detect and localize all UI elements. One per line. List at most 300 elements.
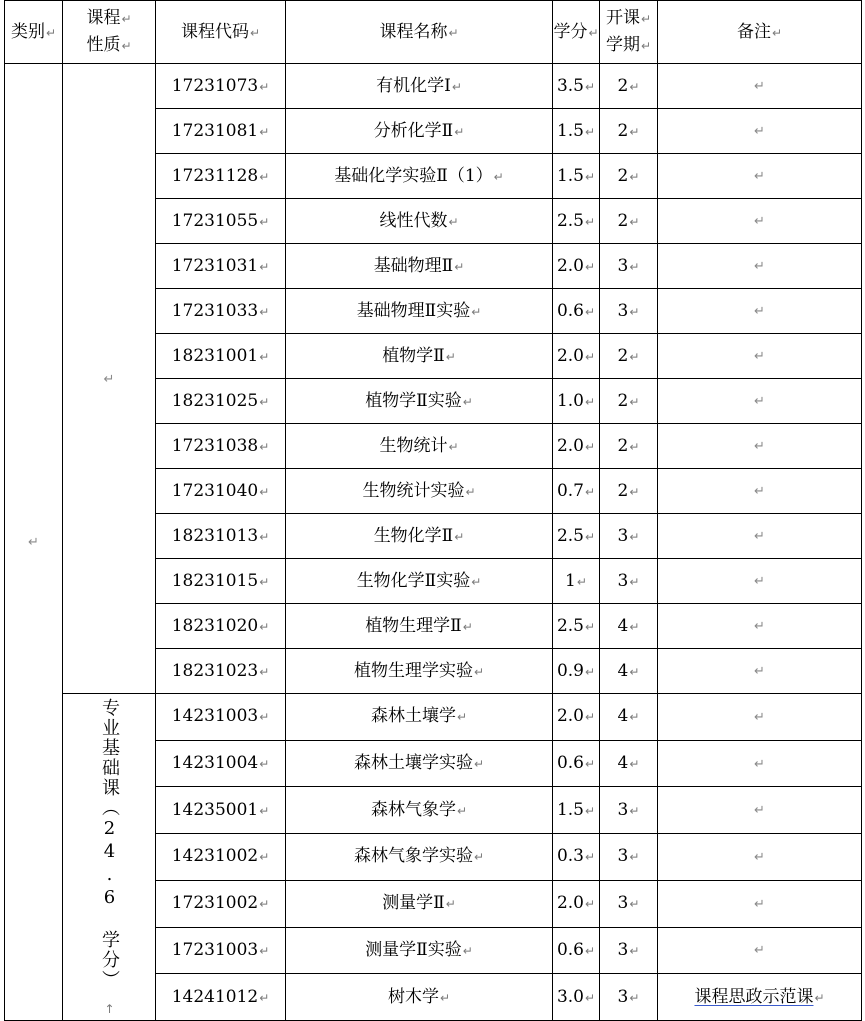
course-code-cell — [156, 927, 286, 974]
semester-cell — [600, 514, 658, 559]
course-name-cell — [286, 289, 553, 334]
course-name-cell — [286, 927, 553, 974]
course-code-cell-text: 17231055 — [171, 210, 259, 231]
course-code-cell-text: 18231020 — [171, 615, 259, 636]
remark-cell — [658, 289, 862, 334]
remark-cell — [658, 514, 862, 559]
credits-cell-text: 2.0 — [556, 255, 584, 276]
course-code-cell — [156, 649, 286, 694]
course-name-cell-text: 分析化学Ⅱ — [373, 120, 454, 141]
course-code-cell — [156, 424, 286, 469]
paragraph-mark: ↵ — [439, 990, 451, 1005]
paragraph-mark: ↵ — [259, 304, 270, 319]
remark-cell — [658, 787, 862, 834]
paragraph-mark: ↵ — [629, 124, 640, 139]
paragraph-mark: ↵ — [259, 259, 270, 274]
paragraph-mark: ↵ — [754, 439, 765, 454]
paragraph-mark: ↵ — [121, 39, 132, 53]
remark-cell — [658, 379, 862, 424]
header-course-nature-line2: 性质 — [86, 35, 121, 55]
course-code-cell — [156, 559, 286, 604]
paragraph-mark: ↵ — [754, 664, 765, 679]
course-name-cell — [286, 334, 553, 379]
paragraph-mark: ↵ — [121, 12, 132, 26]
credits-cell — [553, 64, 600, 109]
course-code-cell — [156, 469, 286, 514]
credits-cell-text: 1.5 — [556, 120, 584, 141]
paragraph-mark: ↵ — [259, 664, 270, 679]
course-name-cell-text: 线性代数 — [379, 210, 448, 231]
course-code-cell-text: 18231015 — [171, 570, 259, 591]
credits-cell-text: 3.5 — [556, 75, 584, 96]
paragraph-mark: ↵ — [445, 897, 456, 912]
credits-cell — [553, 154, 600, 199]
course-name-cell — [286, 379, 553, 424]
course-name-cell — [286, 244, 553, 289]
semester-cell-text: 3 — [617, 525, 629, 546]
paragraph-mark: ↵ — [629, 943, 640, 958]
course-code-cell — [156, 334, 286, 379]
credits-cell — [553, 787, 600, 834]
paragraph-mark: ↑ — [104, 1002, 115, 1016]
paragraph-mark: ↵ — [754, 304, 765, 319]
course-name-cell-text: 测量学Ⅱ — [382, 893, 445, 914]
semester-cell-text: 3 — [617, 799, 629, 820]
course-name-cell — [286, 694, 553, 741]
header-course-nature-line1: 课程 — [86, 8, 121, 28]
remark-cell — [658, 424, 862, 469]
course-name-cell-text: 植物生理学实验 — [353, 660, 473, 681]
credits-cell — [553, 379, 600, 424]
semester-cell — [600, 880, 658, 927]
paragraph-mark: ↵ — [754, 484, 765, 499]
paragraph-mark: ↵ — [45, 25, 57, 40]
semester-cell-text: 3 — [617, 255, 629, 276]
course-code-cell-text: 18231023 — [171, 660, 259, 681]
course-name-cell — [286, 109, 553, 154]
credits-cell — [553, 927, 600, 974]
semester-cell — [600, 289, 658, 334]
paragraph-mark: ↵ — [259, 79, 270, 94]
paragraph-mark: ↵ — [584, 79, 596, 94]
remark-cell — [658, 469, 862, 514]
paragraph-mark: ↵ — [259, 484, 270, 499]
remark-cell — [658, 559, 862, 604]
credits-cell-text: 2.5 — [556, 615, 584, 636]
paragraph-mark: ↵ — [584, 664, 596, 679]
credits-cell-text: 2.0 — [556, 706, 584, 727]
course-name-cell — [286, 469, 553, 514]
paragraph-mark: ↵ — [629, 574, 640, 589]
paragraph-mark: ↵ — [584, 304, 596, 319]
paragraph-mark: ↵ — [584, 619, 596, 634]
paragraph-mark: ↵ — [259, 803, 270, 818]
semester-cell — [600, 379, 658, 424]
paragraph-mark: ↵ — [629, 259, 640, 274]
paragraph-mark: ↵ — [584, 710, 596, 725]
credits-cell-text: 2.0 — [556, 345, 584, 366]
semester-cell-text: 2 — [617, 390, 629, 411]
paragraph-mark: ↵ — [259, 757, 270, 772]
credits-cell-text: 0.6 — [556, 300, 584, 321]
paragraph-mark: ↵ — [584, 259, 596, 274]
paragraph-mark: ↵ — [473, 664, 485, 679]
paragraph-mark: ↵ — [584, 439, 596, 454]
paragraph-mark: ↵ — [584, 990, 596, 1005]
course-code-cell-text: 17231073 — [171, 75, 259, 96]
semester-cell-text: 2 — [617, 435, 629, 456]
table-header — [5, 1, 862, 64]
paragraph-mark: ↵ — [629, 304, 640, 319]
semester-cell — [600, 834, 658, 881]
paragraph-mark: ↵ — [629, 439, 640, 454]
paragraph-mark: ↵ — [629, 664, 640, 679]
paragraph-mark: ↵ — [249, 25, 261, 40]
course-code-cell-text: 17231031 — [171, 255, 259, 276]
paragraph-mark: ↵ — [588, 25, 599, 40]
course-name-cell — [286, 604, 553, 649]
semester-cell-text: 3 — [617, 300, 629, 321]
course-code-cell-text: 14231002 — [171, 846, 259, 867]
course-name-cell-text: 基础化学实验Ⅱ（1） — [334, 165, 493, 186]
paragraph-mark: ↵ — [629, 990, 640, 1005]
semester-cell — [600, 64, 658, 109]
course-name-cell-text: 森林气象学 — [370, 799, 456, 820]
course-name-cell — [286, 649, 553, 694]
course-name-cell-text: 有机化学Ⅰ — [376, 75, 451, 96]
paragraph-mark: ↵ — [629, 619, 640, 634]
credits-cell-text: 0.6 — [556, 753, 584, 774]
course-name-cell — [286, 199, 553, 244]
table-row — [5, 694, 862, 741]
semester-cell-text: 4 — [617, 753, 629, 774]
remark-cell — [658, 334, 862, 379]
paragraph-mark: ↵ — [259, 897, 270, 912]
credits-cell — [553, 649, 600, 694]
paragraph-mark: ↵ — [754, 619, 765, 634]
course-code-cell-text: 17231003 — [171, 939, 259, 960]
course-nature-cell — [63, 64, 156, 694]
credits-cell — [553, 974, 600, 1021]
semester-cell — [600, 154, 658, 199]
semester-cell-text: 2 — [617, 165, 629, 186]
course-name-cell-text: 植物学Ⅱ实验 — [365, 390, 462, 411]
paragraph-mark: ↵ — [259, 124, 270, 139]
paragraph-mark: ↵ — [259, 214, 270, 229]
semester-cell — [600, 109, 658, 154]
course-code-cell-text: 18231013 — [171, 525, 259, 546]
paragraph-mark: ↵ — [754, 896, 765, 912]
semester-cell-text: 4 — [617, 660, 629, 681]
paragraph-mark: ↵ — [584, 484, 596, 499]
semester-cell-text: 2 — [617, 480, 629, 501]
paragraph-mark: ↵ — [584, 757, 596, 772]
credits-cell — [553, 559, 600, 604]
paragraph-mark: ↵ — [259, 710, 270, 725]
course-name-cell-text: 生物化学Ⅱ — [373, 525, 454, 546]
paragraph-mark: ↵ — [473, 757, 485, 772]
semester-cell-text: 4 — [617, 706, 629, 727]
paragraph-mark: ↵ — [629, 897, 640, 912]
course-table — [4, 0, 862, 1021]
remark-cell — [658, 880, 862, 927]
course-name-cell — [286, 559, 553, 604]
credits-cell-text: 0.7 — [556, 480, 584, 501]
paragraph-mark: ↵ — [754, 756, 765, 772]
course-code-cell — [156, 514, 286, 559]
paragraph-mark: ↵ — [629, 484, 640, 499]
semester-cell-text: 2 — [617, 345, 629, 366]
paragraph-mark: ↵ — [259, 529, 270, 544]
paragraph-mark: ↵ — [754, 349, 765, 364]
paragraph-mark: ↵ — [754, 124, 765, 139]
paragraph-mark: ↵ — [629, 529, 640, 544]
course-code-cell — [156, 787, 286, 834]
header-course-code — [156, 1, 286, 64]
credits-cell — [553, 334, 600, 379]
paragraph-mark: ↵ — [584, 850, 596, 865]
paragraph-mark: ↵ — [259, 349, 270, 364]
credits-cell — [553, 834, 600, 881]
paragraph-mark: ↵ — [471, 304, 482, 319]
course-name-cell-text: 测量学Ⅱ实验 — [365, 939, 462, 960]
header-category — [5, 1, 63, 64]
semester-cell-text: 2 — [617, 210, 629, 231]
semester-cell — [600, 694, 658, 741]
semester-cell-text: 3 — [617, 986, 629, 1007]
course-name-cell — [286, 154, 553, 199]
paragraph-mark: ↵ — [448, 25, 459, 40]
course-name-cell-text: 森林土壤学 — [370, 706, 456, 727]
header-semester — [600, 1, 658, 64]
paragraph-mark: ↵ — [259, 169, 270, 184]
semester-cell — [600, 740, 658, 787]
paragraph-mark: ↵ — [629, 394, 640, 409]
course-code-cell — [156, 694, 286, 741]
course-name-cell — [286, 880, 553, 927]
course-code-cell-text: 18231025 — [171, 390, 259, 411]
remark-cell — [658, 834, 862, 881]
credits-cell-text: 1.5 — [556, 165, 584, 186]
paragraph-mark: ↵ — [454, 529, 465, 544]
paragraph-mark: ↵ — [584, 124, 596, 139]
paragraph-mark: ↵ — [584, 349, 596, 364]
course-code-cell — [156, 974, 286, 1021]
semester-cell-text: 2 — [617, 120, 629, 141]
table-row — [5, 64, 862, 109]
paragraph-mark: ↵ — [493, 169, 504, 184]
remark-cell — [658, 244, 862, 289]
header-course-name-label: 课程名称 — [379, 21, 448, 42]
course-code-cell-text: 18231001 — [171, 345, 259, 366]
semester-cell — [600, 244, 658, 289]
paragraph-mark: ↵ — [462, 394, 473, 409]
paragraph-mark: ↵ — [814, 990, 825, 1005]
course-code-cell-text: 14231003 — [171, 706, 259, 727]
credits-cell-text: 0.3 — [556, 846, 584, 867]
paragraph-mark: ↵ — [259, 619, 270, 634]
credits-cell-text: 1 — [565, 570, 576, 591]
semester-cell — [600, 559, 658, 604]
paragraph-mark: ↵ — [629, 79, 640, 94]
paragraph-mark: ↵ — [576, 574, 587, 589]
remark-cell — [658, 199, 862, 244]
paragraph-mark: ↵ — [754, 709, 765, 725]
credits-cell — [553, 199, 600, 244]
course-code-cell-text: 17231081 — [171, 120, 259, 141]
paragraph-mark: ↵ — [456, 803, 468, 818]
credits-cell-text: 1.5 — [556, 799, 584, 820]
paragraph-mark: ↵ — [629, 710, 640, 725]
credits-cell — [553, 604, 600, 649]
remark-text: 课程思政示范课 — [694, 986, 814, 1007]
course-code-cell — [156, 244, 286, 289]
paragraph-mark: ↵ — [462, 619, 473, 634]
course-code-cell-text: 17231128 — [171, 165, 259, 186]
semester-cell-text: 2 — [617, 75, 629, 96]
course-code-cell-text: 14231004 — [171, 753, 259, 774]
paragraph-mark: ↵ — [454, 259, 465, 274]
course-name-cell-text: 生物统计实验 — [362, 480, 465, 501]
course-nature-group-label: 专业基础课（24.6 学分） — [99, 698, 120, 990]
paragraph-mark: ↵ — [629, 169, 640, 184]
semester-cell — [600, 199, 658, 244]
credits-cell — [553, 880, 600, 927]
semester-cell — [600, 424, 658, 469]
semester-cell — [600, 604, 658, 649]
course-name-cell — [286, 514, 553, 559]
semester-cell-text: 3 — [617, 939, 629, 960]
paragraph-mark: ↵ — [629, 214, 640, 229]
credits-cell-text: 0.6 — [556, 939, 584, 960]
remark-cell — [658, 927, 862, 974]
header-credits — [553, 1, 600, 64]
remark-cell — [658, 64, 862, 109]
credits-cell-text: 1.0 — [556, 390, 584, 411]
header-course-name — [286, 1, 553, 64]
paragraph-mark: ↵ — [465, 484, 476, 499]
header-credits-label: 学分 — [553, 21, 588, 42]
course-code-cell — [156, 880, 286, 927]
semester-cell-text: 4 — [617, 615, 629, 636]
remark-cell — [658, 694, 862, 741]
course-name-cell — [286, 740, 553, 787]
course-code-cell — [156, 154, 286, 199]
course-name-cell-text: 生物统计 — [379, 435, 448, 456]
paragraph-mark: ↵ — [754, 259, 765, 274]
course-code-cell-text: 14235001 — [171, 799, 259, 820]
remark-cell — [658, 974, 862, 1021]
table-body — [5, 64, 862, 1021]
paragraph-mark: ↵ — [451, 79, 462, 94]
paragraph-mark: ↵ — [584, 169, 596, 184]
paragraph-mark: ↵ — [584, 803, 596, 818]
paragraph-mark: ↵ — [754, 849, 765, 865]
paragraph-mark: ↵ — [629, 803, 640, 818]
paragraph-mark: ↵ — [448, 214, 459, 229]
remark-cell — [658, 604, 862, 649]
credits-cell — [553, 469, 600, 514]
header-remarks-label: 备注 — [736, 21, 771, 42]
credits-cell-text: 3.0 — [556, 986, 584, 1007]
paragraph-mark: ↵ — [584, 897, 596, 912]
paragraph-mark: ↵ — [584, 529, 596, 544]
course-code-cell — [156, 64, 286, 109]
course-name-cell-text: 森林土壤学实验 — [353, 753, 473, 774]
paragraph-mark: ↵ — [584, 394, 596, 409]
semester-cell — [600, 927, 658, 974]
paragraph-mark: ↵ — [259, 850, 270, 865]
credits-cell-text: 2.0 — [556, 435, 584, 456]
semester-cell-text: 3 — [617, 570, 629, 591]
course-code-cell-text: 14241012 — [171, 986, 259, 1007]
credits-cell-text: 2.0 — [556, 893, 584, 914]
course-name-cell-text: 生物化学Ⅱ实验 — [356, 570, 471, 591]
header-course-nature — [63, 1, 156, 64]
paragraph-mark: ↵ — [584, 943, 596, 958]
credits-cell — [553, 740, 600, 787]
paragraph-mark: ↵ — [28, 535, 39, 550]
paragraph-mark: ↵ — [754, 169, 765, 184]
course-nature-group-cell — [63, 694, 156, 1021]
paragraph-mark: ↵ — [754, 79, 765, 94]
paragraph-mark: ↵ — [454, 124, 465, 139]
credits-cell — [553, 109, 600, 154]
remark-cell — [658, 154, 862, 199]
credits-cell — [553, 289, 600, 334]
course-name-cell-text: 植物学Ⅱ — [382, 345, 445, 366]
header-course-code-label: 课程代码 — [180, 21, 249, 42]
paragraph-mark: ↵ — [471, 574, 482, 589]
credits-cell-text: 2.5 — [556, 210, 584, 231]
paragraph-mark: ↵ — [259, 990, 270, 1005]
course-code-cell — [156, 289, 286, 334]
header-semester-line1: 开课 — [605, 8, 640, 28]
paragraph-mark: ↵ — [473, 850, 485, 865]
course-code-cell-text: 17231040 — [171, 480, 259, 501]
paragraph-mark: ↵ — [629, 850, 640, 865]
paragraph-mark: ↵ — [259, 394, 270, 409]
credits-cell — [553, 514, 600, 559]
paragraph-mark: ↵ — [103, 371, 115, 387]
paragraph-mark: ↵ — [754, 803, 765, 819]
paragraph-mark: ↵ — [456, 710, 468, 725]
remark-cell — [658, 109, 862, 154]
credits-cell-text: 0.9 — [556, 660, 584, 681]
course-code-cell — [156, 834, 286, 881]
header-semester-line2: 学期 — [605, 35, 640, 55]
semester-cell — [600, 787, 658, 834]
remark-cell — [658, 649, 862, 694]
paragraph-mark: ↵ — [754, 529, 765, 544]
course-name-cell-text: 基础物理Ⅱ实验 — [356, 300, 471, 321]
semester-cell — [600, 974, 658, 1021]
paragraph-mark: ↵ — [640, 12, 652, 26]
paragraph-mark: ↵ — [754, 214, 765, 229]
remark-cell — [658, 740, 862, 787]
course-name-cell — [286, 787, 553, 834]
category-cell — [5, 64, 63, 1021]
paragraph-mark: ↵ — [259, 943, 270, 958]
course-name-cell-text: 森林气象学实验 — [353, 846, 473, 867]
course-code-cell — [156, 199, 286, 244]
credits-cell — [553, 244, 600, 289]
course-name-cell-text: 植物生理学Ⅱ — [365, 615, 462, 636]
course-code-cell — [156, 740, 286, 787]
paragraph-mark: ↵ — [584, 214, 596, 229]
credits-cell — [553, 694, 600, 741]
credits-cell-text: 2.5 — [556, 525, 584, 546]
